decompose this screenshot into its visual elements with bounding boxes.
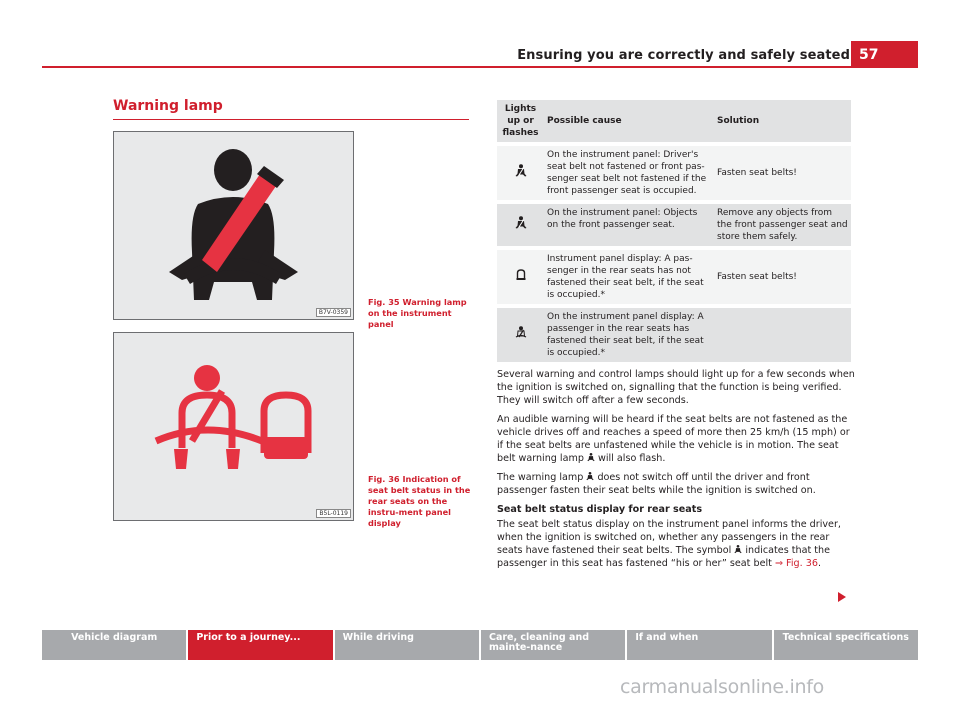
table-cell-icon <box>497 306 544 362</box>
figure-warning-lamp <box>113 131 354 320</box>
section-rule <box>113 119 469 120</box>
nav-tab-vehicle-diagram[interactable]: Vehicle diagram <box>42 630 186 660</box>
table-cell: Fasten seat belts! <box>714 248 851 306</box>
subheading: Seat belt status display for rear seats <box>497 504 703 515</box>
figure-code: B5L-0119 <box>316 509 351 518</box>
paragraph: The seat belt status display on the instrument panel informs the driver, when the ignition is switched on, whether any passengers in the rear seats have fastened their seat belts. The symbol indicates that the passenger in this seat has fastened “his or her” seat belt ⇒ Fig. 36. <box>497 519 841 569</box>
body-text <box>497 368 857 576</box>
table-cell: Fasten seat belts! <box>714 144 851 202</box>
table-row <box>497 248 851 306</box>
warning-lamp-table <box>497 100 851 362</box>
table-header: Possible cause <box>544 100 714 144</box>
table-row <box>497 144 851 202</box>
figure-caption: Fig. 36 Indication of seat belt status in the rear seats on the instru-ment panel display <box>368 474 471 528</box>
table-header: Lights up or flashes <box>497 100 544 144</box>
table-cell: Instrument panel display: A pas-senger in the rear seats has not fastened their seat belt, if the seat is occupied.* <box>544 248 714 306</box>
seatbelt-warning-icon <box>587 452 595 463</box>
seatbelt-person-icon <box>114 132 353 319</box>
figure-caption: Fig. 35 Warning lamp on the instrument panel <box>368 297 467 329</box>
section-title: Warning lamp <box>113 98 223 114</box>
nav-tab-prior-to-journey[interactable]: Prior to a journey... <box>188 630 332 660</box>
chapter-nav <box>42 630 918 660</box>
table-cell: Remove any objects from the front passenger seat and store them safely. <box>714 202 851 248</box>
table-cell: On the instrument panel: Objects on the front passenger seat. <box>544 202 714 248</box>
figure-code: B7V-0359 <box>316 308 351 317</box>
table-cell: On the instrument panel: Driver's seat belt not fastened or front pas-senger seat belt not fastened if the front passenger seat is occupied. <box>544 144 714 202</box>
table-row <box>497 306 851 362</box>
paragraph: The warning lamp does not switch off until the driver and front passenger fasten their seat belts while the ignition is switched on. <box>497 472 816 496</box>
nav-tab-while-driving[interactable]: While driving <box>335 630 479 660</box>
page-number: 57 <box>851 41 918 68</box>
empty-seat-icon <box>515 269 527 281</box>
header-rule <box>42 66 918 68</box>
figure-seatbelt-status <box>113 332 354 521</box>
seatbelt-fastened-icon <box>515 326 527 340</box>
seatbelt-warning-icon <box>515 164 527 178</box>
table-cell: On the instrument panel display: A passenger in the rear seats has fastened their seat belt, if the seat is occupied.* <box>544 306 714 362</box>
table-cell-icon <box>497 202 544 248</box>
table-cell-icon <box>497 144 544 202</box>
continue-arrow-icon <box>838 592 846 602</box>
rear-seat-status-icon <box>114 333 353 520</box>
nav-tab-if-and-when[interactable]: If and when <box>627 630 771 660</box>
nav-tab-technical-specifications[interactable]: Technical specifications <box>774 630 918 660</box>
paragraph: Several warning and control lamps should light up for a few seconds when the ignition is switched on, signalling that the function is being verified. They will switch off after a few seconds. <box>497 369 855 406</box>
table-header: Solution <box>714 100 851 144</box>
page-header-title: Ensuring you are correctly and safely seated <box>517 48 850 63</box>
table-row <box>497 202 851 248</box>
figure-link[interactable]: ⇒ Fig. 36 <box>774 558 818 569</box>
nav-tab-care-cleaning[interactable]: Care, cleaning and mainte-nance <box>481 630 625 660</box>
seatbelt-warning-icon <box>515 216 527 230</box>
watermark: carmanualsonline.info <box>620 676 824 698</box>
paragraph: An audible warning will be heard if the seat belts are not fastened as the vehicle drives off and reaches a speed of more then 25 km/h (15 mph) or if the seat belts are unfastened while the vehicle is in motion. The seat belt warning lamp will also flash. <box>497 414 850 464</box>
table-cell-icon <box>497 248 544 306</box>
table-cell <box>714 306 851 362</box>
table-header-row <box>497 100 851 144</box>
